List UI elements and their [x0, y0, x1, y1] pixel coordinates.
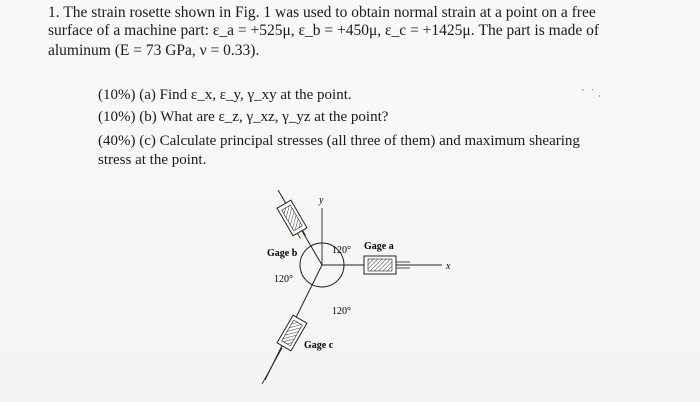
- problem-line-2-text: surface of a machine part: ε_a = +525μ, ε_b = +450μ, ε_c = +1425μ. The part is made of: [48, 22, 599, 39]
- angle-label-top: 120°: [332, 245, 351, 256]
- gage-c-element: [277, 315, 307, 351]
- part-c-line-1: (40%) (c) Calculate principal stresses (all three of them) and maximum shearing: [98, 133, 580, 149]
- strain-rosette-figure: [240, 190, 470, 402]
- gage-b-label: Gage b: [267, 248, 298, 259]
- scan-speck: · ˙ ·: [578, 82, 605, 104]
- gage-a-label: Gage a: [364, 241, 394, 252]
- problem-line-1: 1. The strain rosette shown in Fig. 1 was used to obtain normal strain at a point on a free: [48, 4, 596, 21]
- part-b: (10%) (b) What are ε_z, γ_xz, γ_yz at the point?: [98, 109, 389, 125]
- gage-c-lead: [262, 348, 282, 384]
- angle-label-left: 120°: [274, 274, 293, 285]
- problem-line-3: aluminum (E = 73 GPa, ν = 0.33).: [48, 42, 260, 59]
- part-a: (10%) (a) Find ε_x, ε_y, γ_xy at the point.: [98, 87, 352, 103]
- part-c-line-2: stress at the point.: [98, 152, 207, 168]
- axis-x-label: x: [446, 261, 451, 272]
- gage-b-element: [277, 200, 310, 241]
- angle-label-bottom: 120°: [332, 306, 351, 317]
- axis-y-label: y: [319, 195, 324, 206]
- gage-c-label: Gage c: [304, 340, 334, 351]
- problem-line-2: [48, 22, 599, 40]
